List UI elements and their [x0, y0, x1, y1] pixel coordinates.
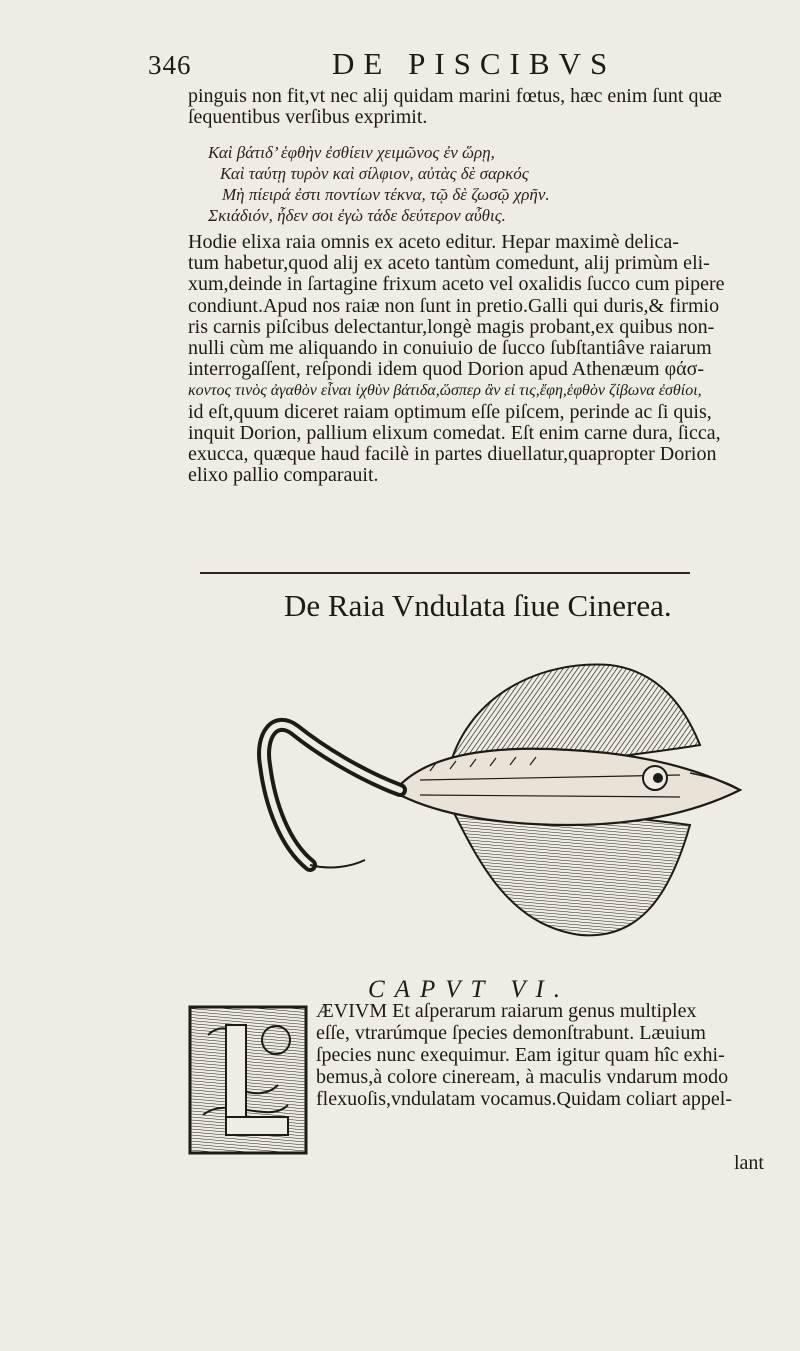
text-line: ſequentibus verſibus exprimit.	[188, 107, 428, 129]
ray-fish-woodcut-illustration	[250, 655, 750, 955]
page-header	[0, 44, 800, 84]
chapter-text	[316, 1000, 772, 1110]
paragraph-commentary	[188, 232, 773, 486]
section-title: De Raia Vndulata ſiue Cinerea.	[284, 588, 672, 623]
paragraph-intro	[188, 86, 773, 128]
ray-tail	[264, 725, 400, 865]
text-line: ris carnis piſcibus delectantur,longè magis probant,ex quibus non-	[188, 316, 715, 338]
text-line: tum habetur,quod alij ex aceto tantùm comedunt, alij primùm eli-	[188, 253, 710, 275]
ray-body	[400, 749, 740, 825]
text-line: eſſe, vtrarúmque ſpecies demonſtrabunt. Læuium	[316, 1022, 706, 1044]
greek-text-line: κοντος τινὸς ἀγαθὸν εἶναι ἰχθὺν βάτιδα,ὥσπερ ἂν εἰ τις,ἔφη,ἑφθὸν ζίβωνα ἐσθίοι,	[188, 382, 702, 400]
catchword-line: lant	[734, 1152, 764, 1174]
text-line: flexuoſis,vndulatam vocamus.Quidam coliart appel-	[316, 1088, 732, 1110]
greek-verse-line: Καὶ βάτιδ’ ἑφθὴν ἐσθίειν χειμῶνος ἐν ὥρῃ,	[208, 143, 495, 162]
text-line: interrogaſſent, reſpondi idem quod Dorion apud Athenæum φάσ-	[188, 359, 705, 381]
text-line: ÆVIVM Et aſperarum raiarum genus multiplex	[316, 1000, 697, 1022]
text-line: ſpecies nunc exequimur. Eam igitur quam hîc exhi-	[316, 1044, 725, 1066]
text-line: elixo pallio comparauit.	[188, 465, 379, 487]
section-divider-rule	[200, 572, 690, 574]
text-line: inquit Dorion, pallium elixum comedat. Eſt enim carne dura, ſicca,	[188, 422, 721, 444]
text-line: bemus,à colore cineream, à maculis vndarum modo	[316, 1066, 729, 1088]
greek-verse-line: Καὶ ταύτῃ τυρὸν καὶ σίλφιον, αὐτὰς δὲ σαρκός	[220, 164, 529, 183]
text-line: exucca, quæque haud facilè in partes diuellatur,quapropter Dorion	[188, 444, 717, 466]
text-line: Hodie elixa raia omnis ex aceto editur. Hepar maximè delica-	[188, 232, 679, 253]
decorated-initial-l-woodcut	[188, 1005, 308, 1155]
text-line: condiunt.Apud nos raiæ non ſunt in pretio.Galli qui duris,& firmio	[188, 295, 720, 317]
text-line: nulli cùm me aliquando in conuiuio de ſucco ſubſtantiâve raiarum	[188, 338, 712, 360]
running-title: DE PISCIBVS	[332, 46, 617, 81]
chapter-heading: CAPVT VI.	[368, 976, 571, 1003]
greek-verse-line: Σκιάδιόν, ἦδεν σοι ἐγὼ τάδε δεύτερον αὖθις.	[208, 206, 506, 225]
text-line: pinguis non fit,vt nec alij quidam marini fœtus, hæc enim ſunt quæ	[188, 86, 722, 107]
page-number: 346	[148, 50, 192, 80]
text-line: id eſt,quum diceret raiam optimum eſſe piſcem, perinde ac ſi quis,	[188, 401, 712, 423]
greek-verse-quote	[208, 142, 758, 226]
text-line: xum,deinde in ſartagine frixum aceto vel oxalidis ſucco cum pipere	[188, 274, 725, 296]
greek-verse-line: Μὴ πίειρά ἐστι ποντίων τέκνα, τῷ δὲ ζωσῷ χρῆν.	[222, 185, 550, 204]
